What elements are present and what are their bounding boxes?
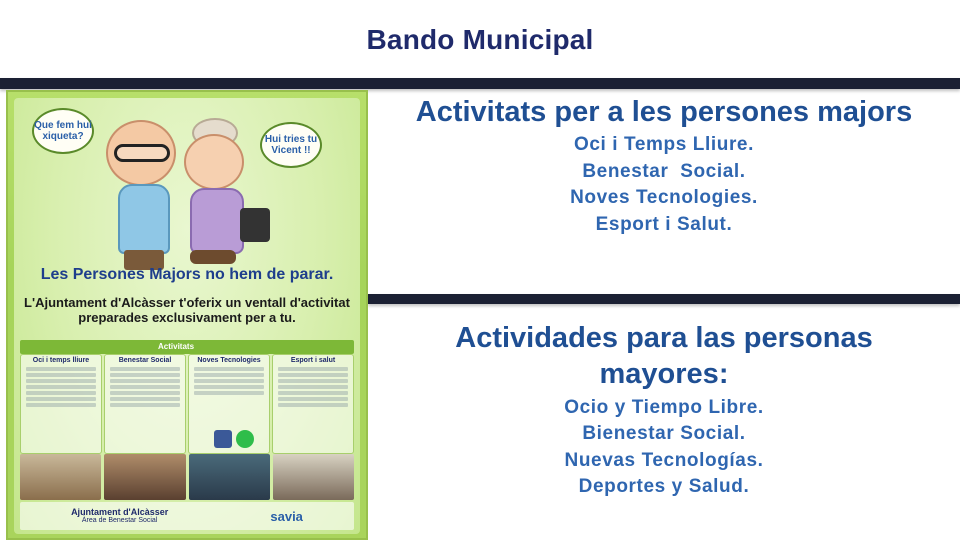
spanish-heading: Actividades para las personas mayores: [455, 322, 873, 391]
list-item: Ocio y Tiempo Libre. [564, 396, 764, 418]
list-item: Esport i Salut. [595, 214, 733, 236]
poster-subheading: L'Ajuntament d'Alcàsser t'oferix un ventall d'activitat preparades exclusivament per a tu. [24, 295, 350, 325]
speech-bubble-right: Hui tries tu Vicent !! [260, 122, 322, 168]
poster-column-text [23, 367, 99, 407]
poster-photos [20, 454, 354, 500]
top-divider-bar [0, 78, 960, 89]
list-item: Benestar Social. [582, 160, 746, 182]
valencian-heading: Activitats per a les persones majors [415, 96, 913, 128]
old-woman-body-illustration [190, 188, 244, 254]
ajuntament-logo [71, 508, 168, 524]
activities-poster-image [6, 90, 368, 540]
speech-bubble-left: Que fem hui xiqueta? [32, 108, 94, 154]
poster-column-text [275, 367, 351, 407]
poster-activities-strip: Activitats [20, 340, 354, 354]
poster-columns [20, 354, 354, 454]
poster-column-text [191, 367, 267, 395]
social-icons [214, 430, 254, 448]
middle-divider-bar [368, 294, 960, 304]
old-woman-head-illustration [184, 134, 244, 190]
spanish-section [368, 320, 960, 501]
page-title: Bando Municipal [366, 24, 594, 55]
poster-heading: Les Persones Majors no hem de parar. [40, 266, 334, 283]
ajuntament-logo-text: Ajuntament d'Alcàsser [71, 507, 169, 517]
poster-column-title: Oci i temps lliure [32, 357, 90, 364]
handbag-illustration [240, 208, 270, 242]
savia-logo: savia [270, 508, 303, 524]
photo [20, 454, 101, 500]
photo [273, 454, 354, 500]
poster-column [272, 354, 354, 454]
ajuntament-logo-subtext: Àrea de Benestar Social [81, 517, 158, 524]
poster-column [20, 354, 102, 454]
photo [189, 454, 270, 500]
list-item: Noves Tecnologies. [570, 187, 758, 209]
list-item: Oci i Temps Lliure. [574, 134, 754, 156]
poster-column-title: Noves Tecnologies [197, 357, 261, 364]
whatsapp-icon [236, 430, 254, 448]
poster-column [104, 354, 186, 454]
poster-column-title: Esport i salut [290, 357, 336, 364]
glasses-illustration [114, 144, 170, 162]
valencian-section [368, 94, 960, 239]
poster-column-text [107, 367, 183, 407]
old-man-body-illustration [118, 184, 170, 254]
list-item: Bienestar Social. [582, 423, 746, 445]
poster-logos [20, 502, 354, 530]
facebook-icon [214, 430, 232, 448]
valencian-items [368, 132, 960, 238]
spanish-items [368, 395, 960, 501]
poster-panel [14, 98, 360, 534]
list-item: Deportes y Salud. [578, 476, 750, 498]
photo [104, 454, 185, 500]
poster-column-title: Benestar Social [118, 357, 172, 364]
list-item: Nuevas Tecnologías. [564, 449, 764, 471]
shoes-illustration [190, 250, 236, 264]
